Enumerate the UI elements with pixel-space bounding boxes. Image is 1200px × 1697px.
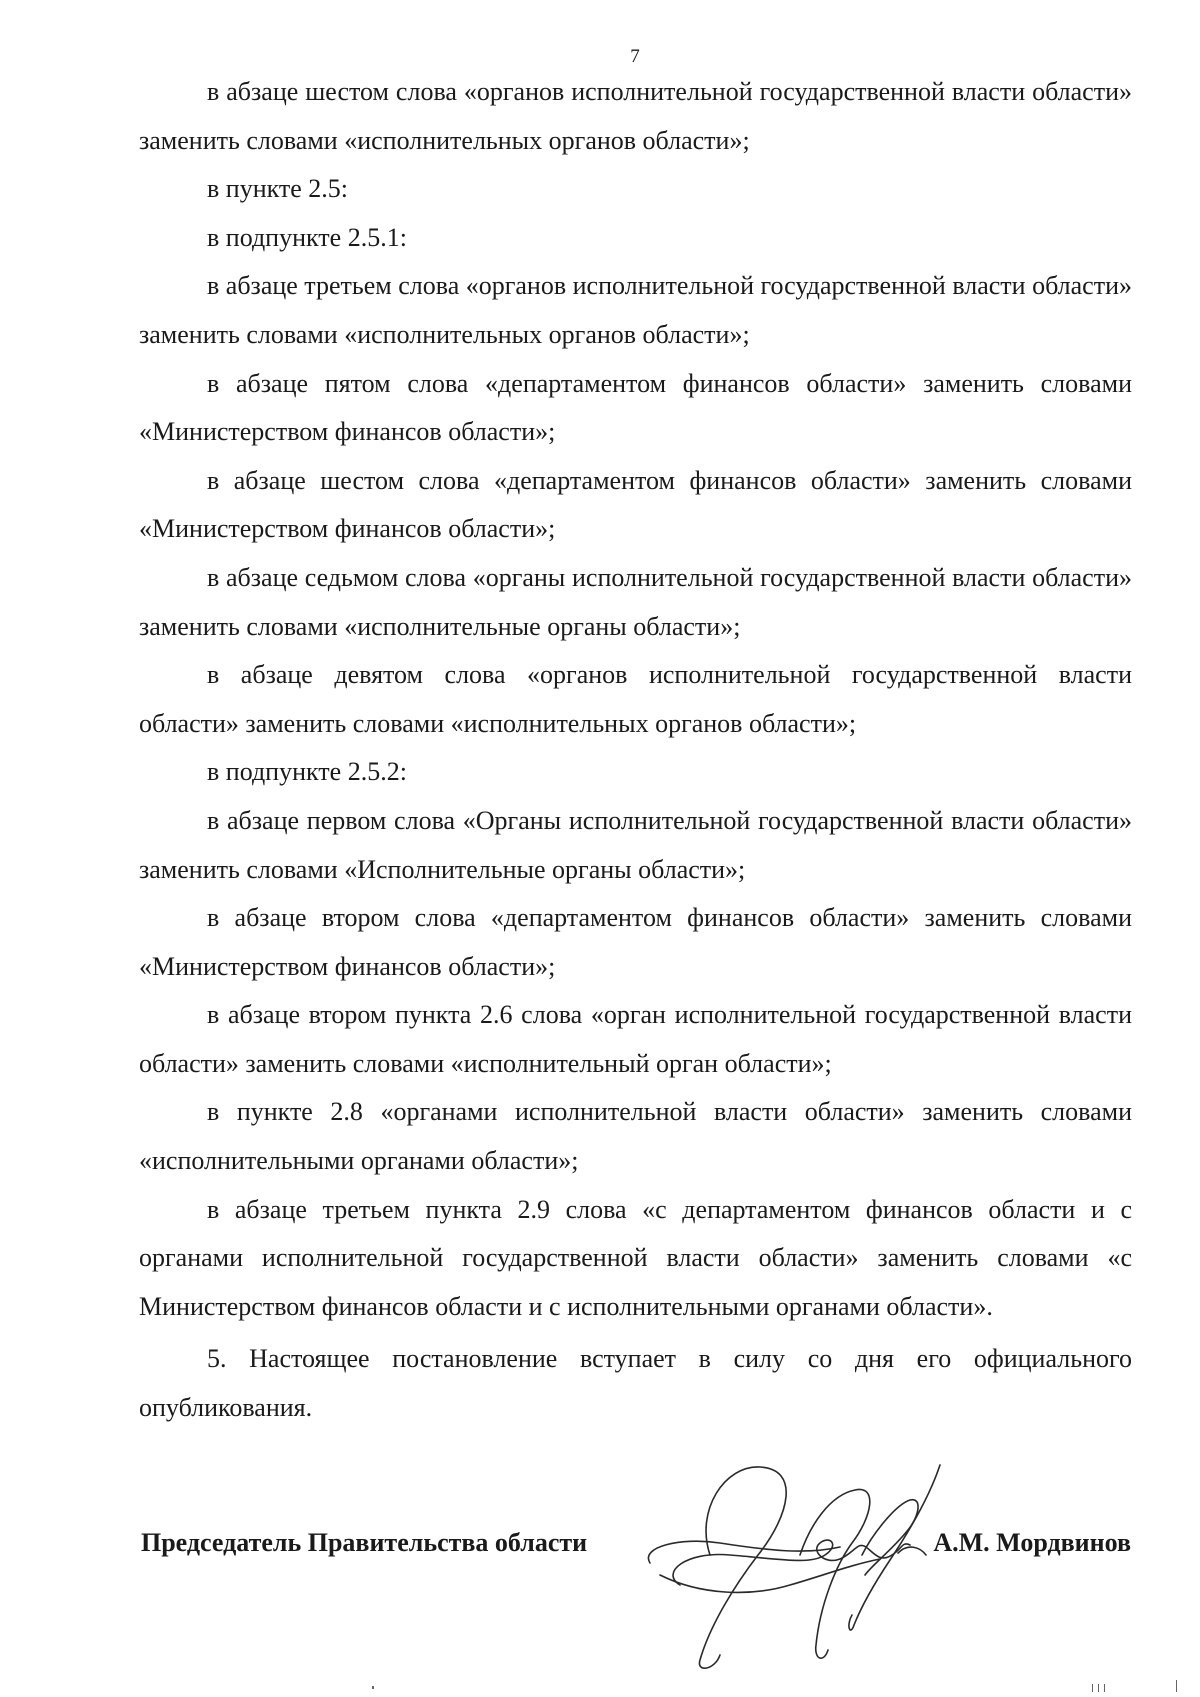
paragraph: в абзаце третьем пункта 2.9 слова «с департаментом финансов области и с органами исполнительной государственной власти области» заменить словами «с Министерством финансов области и с исполнительными органами области». bbox=[139, 1194, 1132, 1321]
paragraph: в абзаце шестом слова «органов исполнительной государственной власти области» заменить словами «исполнительных органов области»; bbox=[139, 77, 1132, 155]
signature-block bbox=[141, 1528, 1131, 1568]
paragraph: в абзаце девятом слова «органов исполнительной государственной власти области» заменить словами «исполнительных органов области»; bbox=[139, 660, 1132, 738]
scan-mark bbox=[1104, 1684, 1105, 1692]
paragraph: в абзаце шестом слова «департаментом финансов области» заменить словами «Министерством финансов области»; bbox=[139, 465, 1132, 544]
paragraph: в абзаце седьмом слова «органы исполнительной государственной власти области» заменить словами «исполнительные органы области»; bbox=[139, 562, 1132, 641]
scan-mark bbox=[1176, 1680, 1177, 1692]
body-text bbox=[139, 68, 1132, 1331]
paragraph: в абзаце втором пункта 2.6 слова «орган исполнительной государственной власти области» заменить словами «исполнительный орган области»; bbox=[139, 1000, 1132, 1078]
closing-section bbox=[139, 1335, 1132, 1432]
paragraph: в абзаце пятом слова «департаментом финансов области» заменить словами «Министерством финансов области»; bbox=[139, 368, 1132, 447]
signatory-title: Председатель Правительства области bbox=[141, 1528, 588, 1557]
paragraph: в абзаце втором слова «департаментом финансов области» заменить словами «Министерством финансов области»; bbox=[139, 903, 1132, 981]
scan-mark bbox=[1098, 1684, 1099, 1692]
paragraph: в пункте 2.5: bbox=[207, 174, 349, 204]
paragraph: в абзаце третьем слова «органов исполнительной государственной власти области» заменить словами «исполнительных органов области»; bbox=[139, 271, 1132, 349]
closing-paragraph: 5. Настоящее постановление вступает в силу со дня его официального опубликования. bbox=[139, 1344, 1132, 1422]
scan-mark bbox=[1092, 1684, 1093, 1692]
paragraph: в пункте 2.8 «органами исполнительной власти области» заменить словами «исполнительными органами области»; bbox=[139, 1097, 1132, 1176]
paragraph: в подпункте 2.5.1: bbox=[207, 222, 407, 252]
page-number: 7 bbox=[630, 46, 640, 67]
paragraph: в подпункте 2.5.2: bbox=[207, 757, 407, 787]
paragraph: в абзаце первом слова «Органы исполнительной государственной власти области» заменить словами «Исполнительные органы области»; bbox=[139, 805, 1132, 884]
signatory-name: А.М. Мордвинов bbox=[933, 1528, 1131, 1557]
scan-mark bbox=[372, 1686, 374, 1689]
